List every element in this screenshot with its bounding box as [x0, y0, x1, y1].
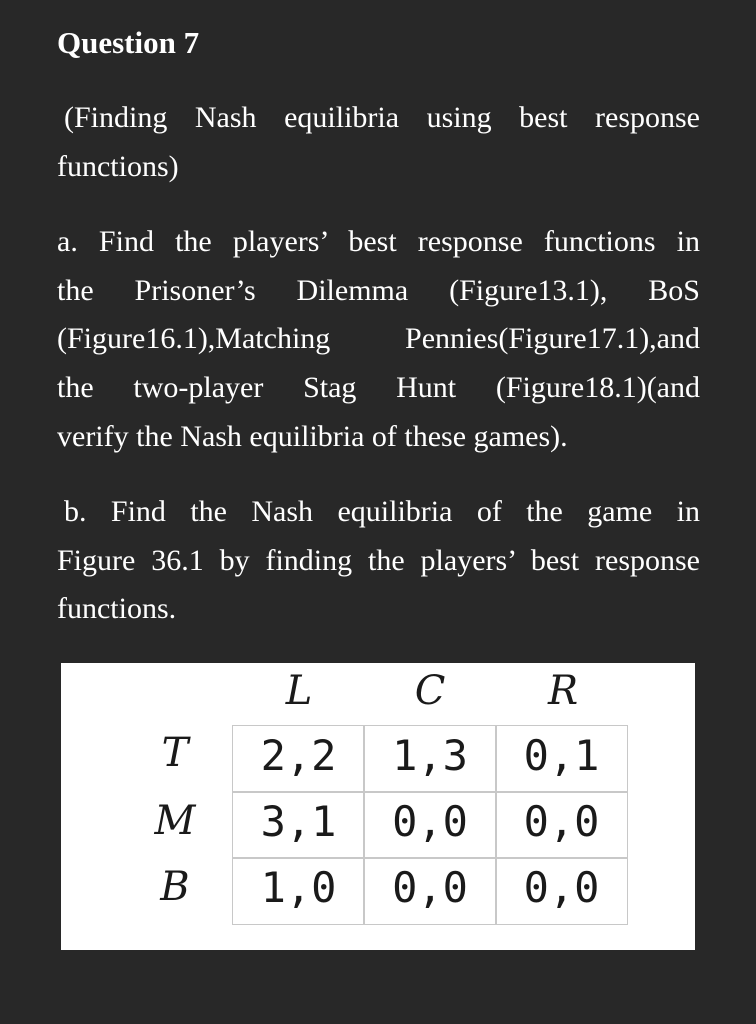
payoff-cell-m-c: 0,0	[363, 791, 497, 859]
payoff-cell-t-l: 2,2	[232, 725, 365, 793]
payoff-cell-t-r: 0,1	[495, 725, 628, 793]
part-a-text	[57, 218, 700, 462]
intro-line-1: (Finding Nash equilibria using best response	[64, 101, 700, 134]
part-a-line-2: the Prisoner’s Dilemma (Figure13.1), BoS	[57, 273, 700, 307]
part-a-line-5: verify the Nash equilibria of these games).	[57, 419, 568, 453]
part-a-line-1: a. Find the players’ best response functions in	[57, 225, 700, 258]
row-label-b: B	[160, 864, 190, 910]
part-b-line-3: functions.	[57, 592, 177, 626]
payoff-cell-b-c: 0,0	[363, 857, 497, 925]
part-b-text	[57, 488, 700, 634]
column-label-l: L	[285, 668, 313, 714]
payoff-cell-b-r: 0,0	[495, 857, 628, 925]
payoff-cell-m-r: 0,0	[495, 791, 628, 859]
row-label-t: T	[161, 730, 189, 776]
part-a-line-3: (Figure16.1),Matching Pennies(Figure17.1),and	[57, 322, 700, 356]
part-b-line-1: b. Find the Nash equilibria of the game in	[64, 495, 700, 528]
intro-line-2: functions)	[57, 149, 179, 183]
payoff-cell-t-c: 1,3	[363, 725, 497, 793]
payoff-cell-b-l: 1,0	[232, 857, 365, 925]
question-title: Question 7	[57, 25, 200, 60]
payoff-matrix-figure	[61, 663, 695, 950]
payoff-cell-m-l: 3,1	[232, 791, 365, 859]
part-a-line-4: the two-player Stag Hunt (Figure18.1)(and	[57, 371, 700, 405]
row-label-m: M	[154, 798, 196, 844]
column-label-c: C	[414, 668, 446, 714]
part-b-line-2: Figure 36.1 by finding the players’ best response	[57, 543, 700, 577]
column-label-r: R	[547, 668, 579, 714]
question-intro	[57, 94, 700, 191]
